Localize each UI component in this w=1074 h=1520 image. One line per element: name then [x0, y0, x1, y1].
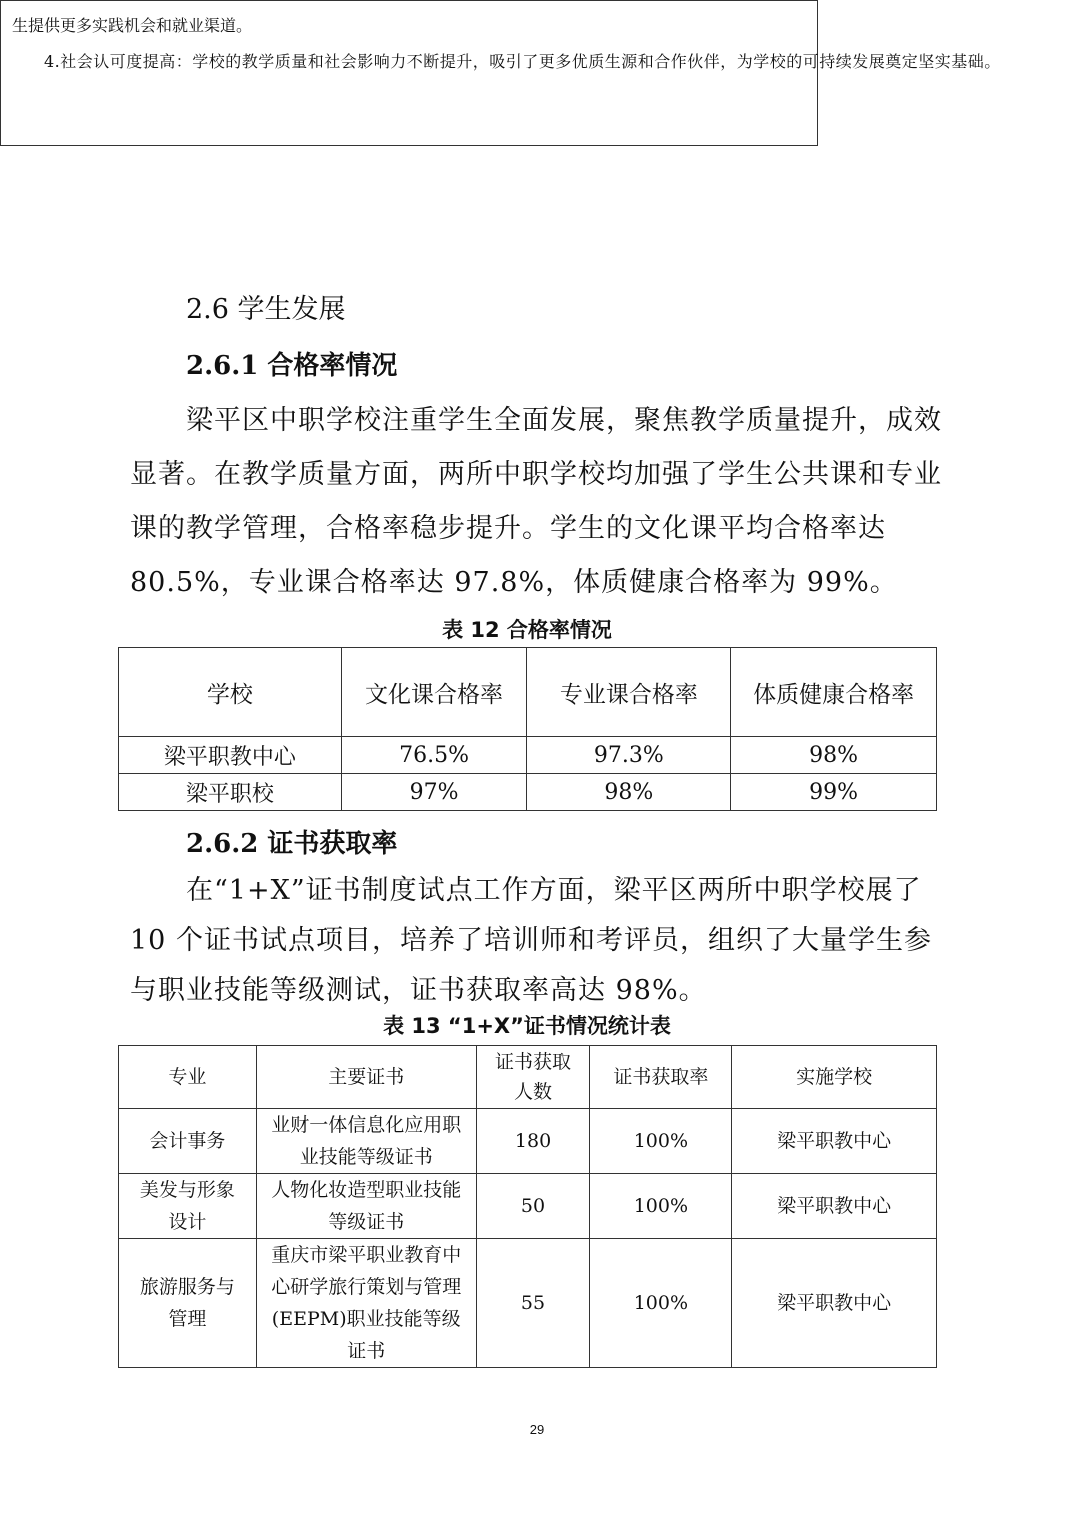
certificate-table [118, 1045, 937, 1368]
header-cell: 学校 [119, 648, 342, 737]
table-cell: 99% [731, 774, 937, 811]
table-row [119, 1109, 937, 1174]
box-paragraph: 4.社会认可度提高：学校的教学质量和社会影响力不断提升，吸引了更多优质生源和合作伙伴，为学校的可持续发展奠定坚实基础。 [44, 52, 1001, 71]
header-cell: 文化课合格率 [341, 648, 527, 737]
table-cell: 梁平职教中心 [119, 737, 342, 774]
table-cell: 旅游服务与管理 [119, 1239, 257, 1368]
table-row [119, 1239, 937, 1368]
table-cell: 梁平职教中心 [732, 1109, 937, 1174]
body-paragraph: 在“1+X”证书制度试点工作方面，梁平区两所中职学校展了 10 个证书试点项目，培养了培训师和考评员，组织了大量学生参与职业技能等级测试，证书获取率高达 98%。 [130, 875, 932, 1006]
table-row [119, 1174, 937, 1239]
table-cell: 97% [341, 774, 527, 811]
table-cell: 100% [590, 1109, 732, 1174]
body-paragraph: 梁平区中职学校注重学生全面发展，聚焦教学质量提升，成效显著。在教学质量方面，两所中职学校均加强了学生公共课和专业课的教学管理，合格率稳步提升。学生的文化课平均合格率达 80.5%，专业课合格率达 97.8%，体质健康合格率为 99%。 [130, 405, 942, 598]
table-cell: 97.3% [527, 737, 731, 774]
table-cell: 100% [590, 1239, 732, 1368]
table-cell: 98% [731, 737, 937, 774]
header-cell: 体质健康合格率 [731, 648, 937, 737]
box-line: 生提供更多实践机会和就业渠道。 [12, 16, 253, 35]
header-cell: 证书获取人数 [476, 1046, 590, 1109]
page-number: 29 [529, 1422, 545, 1437]
table-cell: 55 [476, 1239, 590, 1368]
table-cell: 重庆市梁平职业教育中心研学旅行策划与管理(EEPM)职业技能等级证书 [256, 1239, 476, 1368]
table-cell: 100% [590, 1174, 732, 1239]
header-cell: 证书获取率 [590, 1046, 732, 1109]
table-cell: 76.5% [341, 737, 527, 774]
header-cell: 专业 [119, 1046, 257, 1109]
pass-rate-table [118, 647, 937, 811]
table-cell: 会计事务 [119, 1109, 257, 1174]
table-cell: 180 [476, 1109, 590, 1174]
header-cell: 专业课合格率 [527, 648, 731, 737]
table-caption: 表 13 “1+X”证书情况统计表 [383, 1014, 671, 1038]
table-cell: 业财一体信息化应用职业技能等级证书 [256, 1109, 476, 1174]
table-cell: 梁平职校 [119, 774, 342, 811]
table-header-row [119, 1046, 937, 1109]
table-header-row [119, 648, 937, 737]
table-cell: 人物化妆造型职业技能等级证书 [256, 1174, 476, 1239]
table-row [119, 774, 937, 811]
subsection-title: 2.6.1 合格率情况 [186, 351, 398, 381]
table-cell: 50 [476, 1174, 590, 1239]
table-cell: 美发与形象设计 [119, 1174, 257, 1239]
table-cell: 梁平职教中心 [732, 1174, 937, 1239]
table-caption: 表 12 合格率情况 [442, 618, 612, 642]
continued-text-box [0, 0, 1001, 146]
table-cell: 98% [527, 774, 731, 811]
section-title: 2.6 学生发展 [186, 294, 346, 325]
header-cell: 实施学校 [732, 1046, 937, 1109]
header-cell: 主要证书 [256, 1046, 476, 1109]
subsection-title: 2.6.2 证书获取率 [186, 829, 398, 859]
table-row [119, 737, 937, 774]
table-cell: 梁平职教中心 [732, 1239, 937, 1368]
